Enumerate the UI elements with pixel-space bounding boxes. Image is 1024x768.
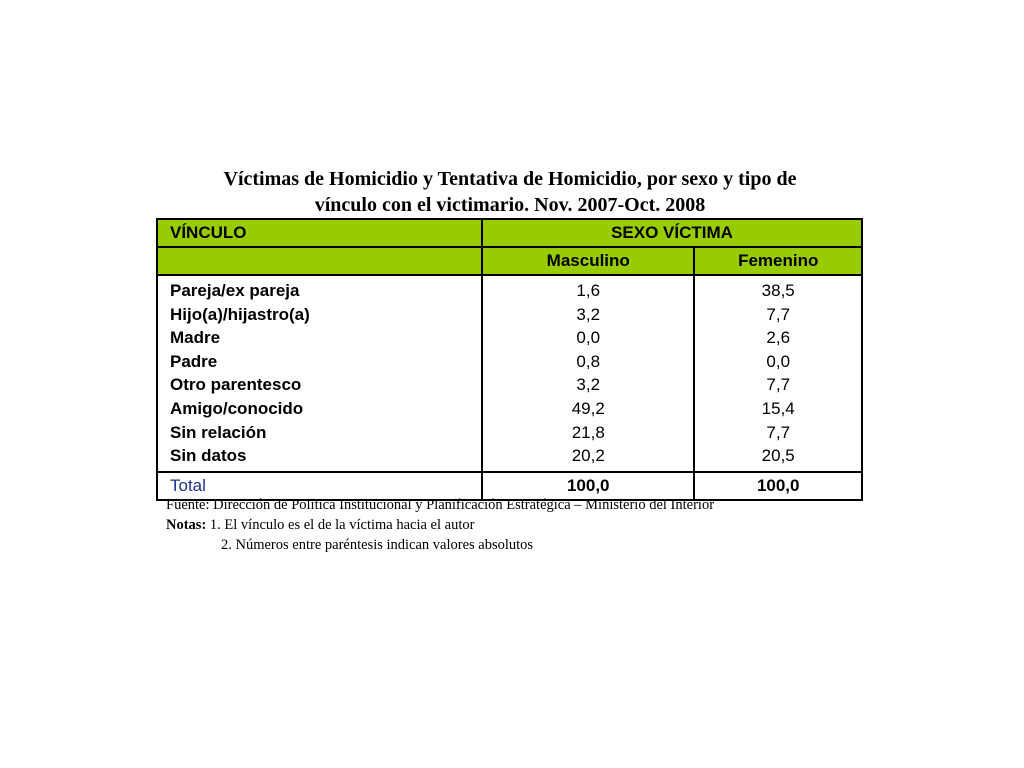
- row-label: Amigo/conocido: [170, 398, 304, 418]
- row-label: Pareja/ex pareja: [170, 281, 300, 300]
- vinculo-column: [157, 275, 482, 472]
- masculino-value: 20,2: [571, 446, 605, 466]
- title-line-2: vínculo con el victimario. Nov. 2007-Oct. 2008: [314, 194, 706, 216]
- femenino-column: [694, 275, 862, 472]
- masculino-value: 1,6: [576, 281, 601, 300]
- masculino-value: 21,8: [571, 422, 605, 442]
- header-masculino: Masculino: [482, 247, 694, 275]
- row-label: Sin datos: [170, 446, 247, 466]
- header-femenino: Femenino: [694, 247, 862, 275]
- row-label: Madre: [170, 328, 221, 348]
- notes-label: Notas:: [166, 517, 207, 533]
- femenino-value: 7,7: [766, 422, 791, 442]
- header-row-1: [157, 219, 862, 247]
- masculino-value: 0,0: [576, 328, 601, 348]
- row-label: Sin relación: [170, 422, 267, 442]
- femenino-value: 7,7: [766, 375, 791, 395]
- femenino-value: 20,5: [761, 446, 795, 466]
- femenino-value: 7,7: [766, 304, 791, 324]
- total-femenino: 100,0: [694, 472, 862, 500]
- header-row-2: [157, 247, 862, 275]
- page-title: [150, 166, 870, 218]
- header-empty-cell: [157, 247, 482, 275]
- row-label: Otro parentesco: [170, 375, 302, 395]
- masculino-value: 0,8: [576, 351, 601, 371]
- row-label: Padre: [170, 351, 218, 371]
- femenino-value: 38,5: [761, 281, 795, 300]
- note-1-text: 1. El vínculo es el de la víctima hacia el autor: [206, 517, 475, 533]
- masculino-value: 49,2: [571, 398, 605, 418]
- victims-table: [156, 218, 863, 501]
- source-note: Fuente: Dirección de Política Institucional y Planificación Estratégica – Ministerio del Interior: [166, 497, 715, 513]
- masculino-value: 3,2: [576, 375, 601, 395]
- femenino-value: 15,4: [761, 398, 795, 418]
- masculino-column: [482, 275, 694, 472]
- title-line-1: Víctimas de Homicidio y Tentativa de Homicidio, por sexo y tipo de: [223, 168, 797, 190]
- total-masculino: 100,0: [482, 472, 694, 500]
- notes-block: [166, 495, 714, 555]
- header-vinculo: VÍNCULO: [157, 219, 482, 247]
- total-label: Total: [157, 472, 482, 500]
- body-row: [157, 275, 862, 472]
- header-sexo-victima: SEXO VÍCTIMA: [482, 219, 862, 247]
- masculino-value: 3,2: [576, 304, 601, 324]
- femenino-value: 0,0: [766, 351, 791, 371]
- femenino-value: 2,6: [766, 328, 791, 348]
- note-1: [166, 515, 714, 535]
- row-label: Hijo(a)/hijastro(a): [170, 304, 310, 324]
- note-2: 2. Números entre paréntesis indican valores absolutos: [221, 537, 534, 553]
